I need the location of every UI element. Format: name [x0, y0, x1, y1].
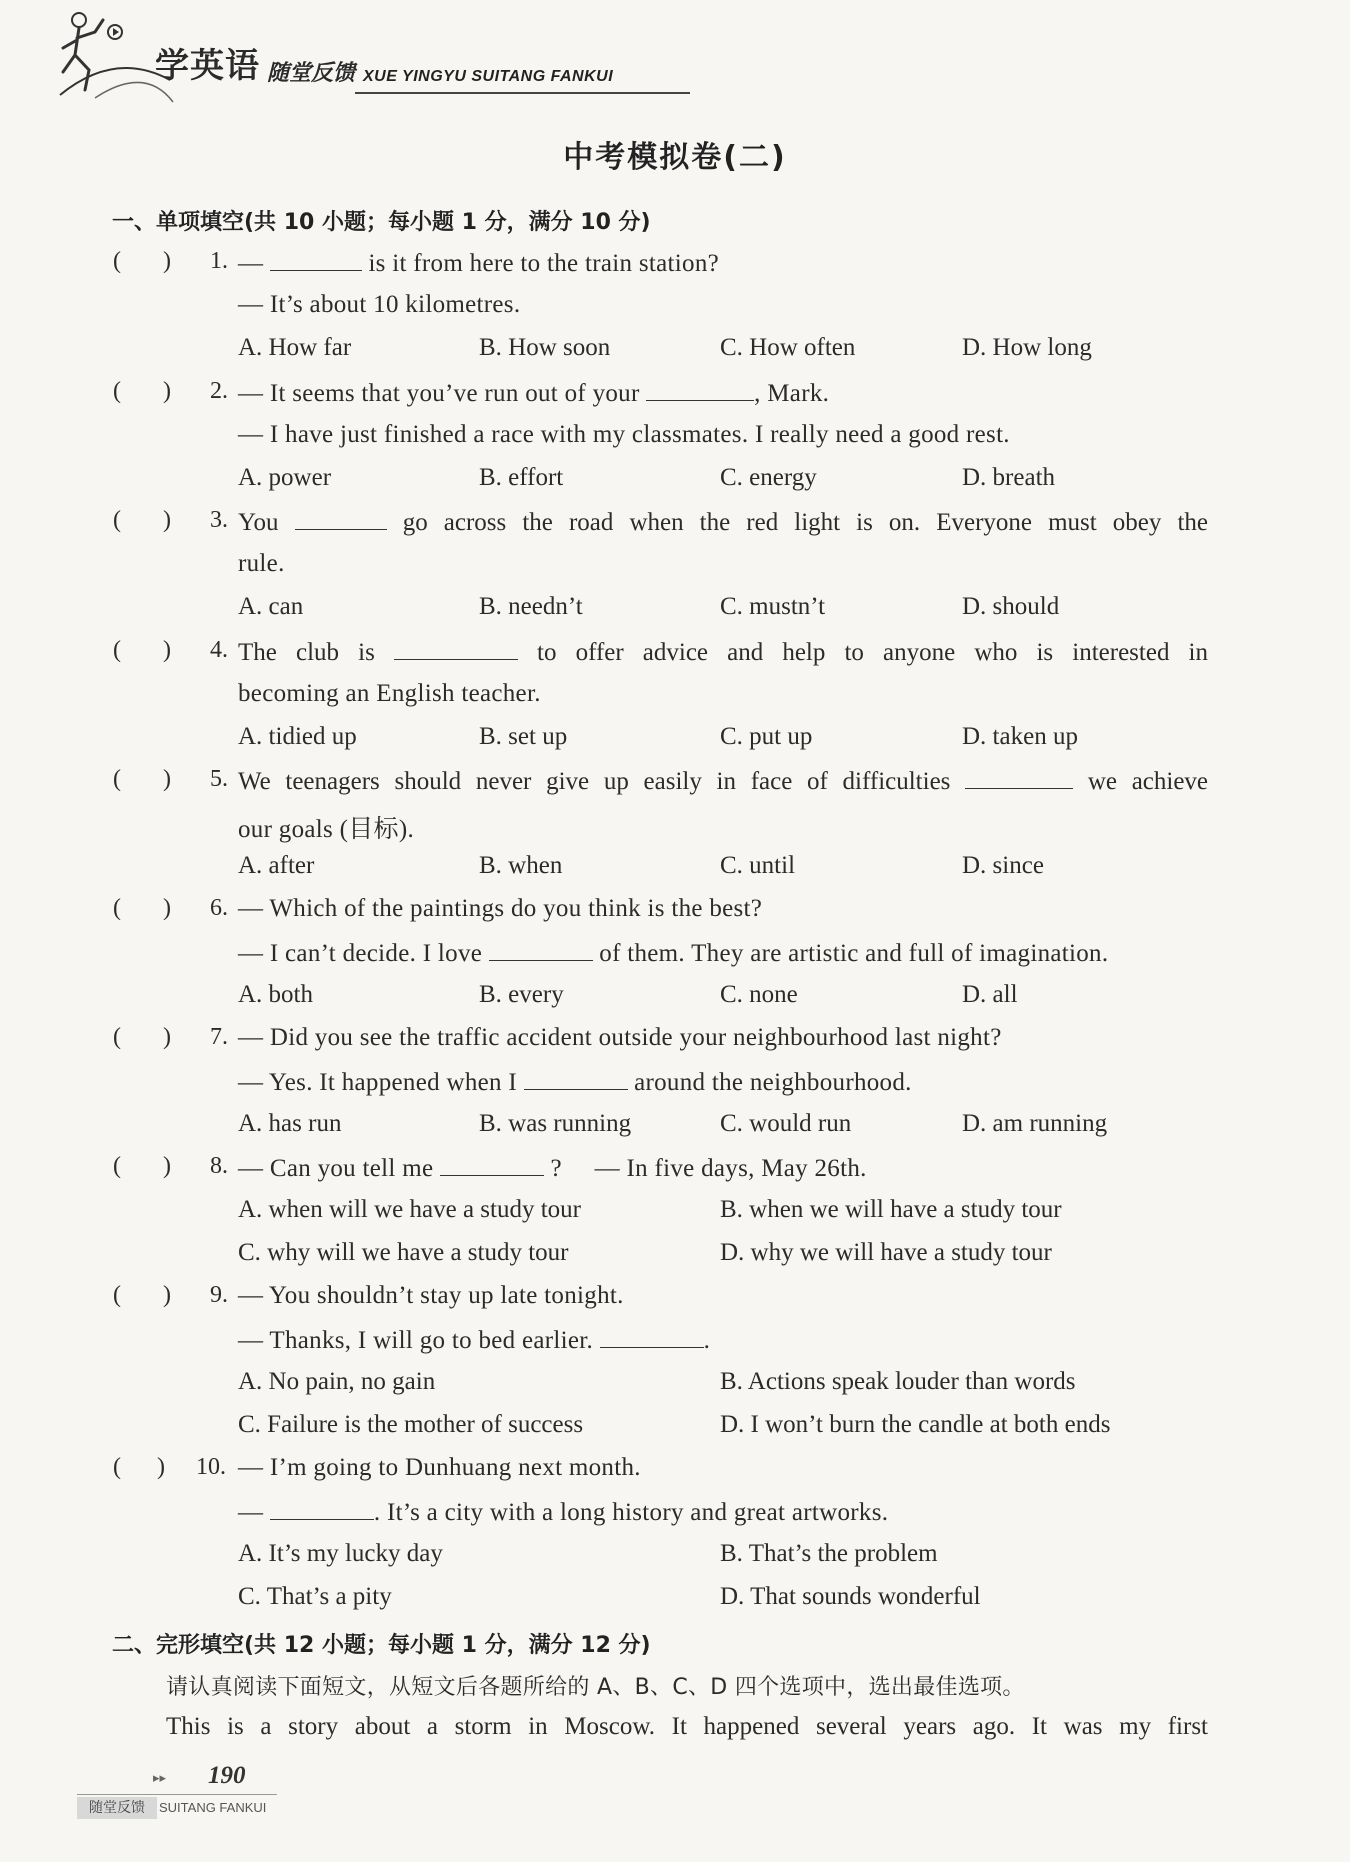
answer-blank[interactable]	[646, 378, 754, 401]
option-d: D. I won’t burn the candle at both ends	[720, 1411, 1111, 1438]
question-continuation: our goals (目标).	[238, 816, 414, 843]
option-a: A. power	[238, 464, 332, 491]
question-reply: — It’s about 10 kilometres.	[238, 291, 521, 318]
option-a: A. both	[238, 981, 313, 1008]
question-reply: — Thanks, I will go to bed earlier. .	[238, 1327, 711, 1354]
question-stem: — is it from here to the train station?	[238, 250, 720, 277]
option-d: D. am running	[962, 1110, 1108, 1137]
answer-paren[interactable]: ( )	[113, 1454, 165, 1480]
answer-blank[interactable]	[440, 1153, 544, 1176]
option-c: C. How often	[720, 334, 856, 361]
question-stem: — Which of the paintings do you think is the best?	[238, 895, 763, 922]
answer-paren[interactable]: ( )	[113, 507, 171, 533]
question-number: 10.	[196, 1454, 226, 1480]
option-c: C. why will we have a study tour	[238, 1239, 569, 1266]
answer-paren[interactable]: ( )	[113, 1153, 171, 1179]
question-number: 4.	[210, 637, 228, 663]
question-stem: We teenagers should never give up easily in face of difficulties we achieve	[238, 768, 1209, 795]
question-stem: — You shouldn’t stay up late tonight.	[238, 1282, 624, 1309]
section-instruction: 请认真阅读下面短文，从短文后各题所给的 A、B、C、D 四个选项中，选出最佳选项。	[166, 1675, 1025, 1700]
answer-blank[interactable]	[270, 1497, 374, 1520]
answer-paren[interactable]: ( )	[113, 895, 171, 921]
question-stem: You go across the road when the red light is on. Everyone must obey the	[238, 509, 1209, 536]
question-number: 6.	[210, 895, 228, 921]
passage-text: This is a story about a storm in Moscow. It happened several years ago. It was my first	[166, 1713, 1208, 1740]
question-reply: — . It’s a city with a long history and great artworks.	[238, 1499, 889, 1526]
answer-blank[interactable]	[295, 507, 387, 530]
question-stem: — Did you see the traffic accident outside your neighbourhood last night?	[238, 1024, 1002, 1051]
option-d: D. How long	[962, 334, 1092, 361]
option-d: D. since	[962, 852, 1044, 879]
question-reply: — Yes. It happened when I around the neighbourhood.	[238, 1069, 912, 1096]
option-b: B. when we will have a study tour	[720, 1196, 1062, 1223]
section-heading: 二、完形填空(共 12 小题；每小题 1 分，满分 12 分)	[112, 1633, 651, 1658]
option-c: C. That’s a pity	[238, 1583, 392, 1610]
option-b: B. when	[479, 852, 563, 879]
option-a: A. tidied up	[238, 723, 357, 750]
question-stem: — I’m going to Dunhuang next month.	[238, 1454, 641, 1481]
option-d: D. taken up	[962, 723, 1078, 750]
answer-paren[interactable]: ( )	[113, 766, 171, 792]
option-a: A. when will we have a study tour	[238, 1196, 581, 1223]
question-number: 2.	[210, 378, 228, 404]
answer-blank[interactable]	[600, 1325, 704, 1348]
question-number: 8.	[210, 1153, 228, 1179]
footer-label-english: SUITANG FANKUI	[159, 1800, 267, 1815]
option-b: B. That’s the problem	[720, 1540, 938, 1567]
option-c: C. mustn’t	[720, 593, 826, 620]
option-d: D. all	[962, 981, 1018, 1008]
option-c: C. would run	[720, 1110, 852, 1137]
option-b: B. How soon	[479, 334, 611, 361]
answer-blank[interactable]	[270, 248, 362, 271]
option-c: C. energy	[720, 464, 817, 491]
option-d: D. That sounds wonderful	[720, 1583, 981, 1610]
page-arrow-icon: ▸▸	[153, 1771, 167, 1786]
footer-label: 随堂反馈	[77, 1797, 157, 1819]
option-d: D. why we will have a study tour	[720, 1239, 1052, 1266]
section-heading: 一、单项填空(共 10 小题；每小题 1 分，满分 10 分)	[112, 210, 651, 235]
answer-paren[interactable]: ( )	[113, 378, 171, 404]
option-a: A. has run	[238, 1110, 342, 1137]
question-reply: — I have just finished a race with my classmates. I really need a good rest.	[238, 421, 1010, 448]
page-number: 190	[208, 1762, 246, 1789]
option-d: D. breath	[962, 464, 1056, 491]
option-a: A. It’s my lucky day	[238, 1540, 443, 1567]
answer-blank[interactable]	[524, 1067, 628, 1090]
option-a: A. How far	[238, 334, 352, 361]
question-number: 3.	[210, 507, 228, 533]
question-number: 9.	[210, 1282, 228, 1308]
option-c: C. none	[720, 981, 798, 1008]
question-number: 1.	[210, 248, 228, 274]
question-continuation: rule.	[238, 550, 285, 577]
option-a: A. No pain, no gain	[238, 1368, 436, 1395]
answer-paren[interactable]: ( )	[113, 248, 171, 274]
option-b: B. set up	[479, 723, 568, 750]
option-a: A. after	[238, 852, 315, 879]
option-c: C. put up	[720, 723, 813, 750]
option-d: D. should	[962, 593, 1060, 620]
option-c: C. Failure is the mother of success	[238, 1411, 584, 1438]
question-continuation: becoming an English teacher.	[238, 680, 541, 707]
question-number: 5.	[210, 766, 228, 792]
option-b: B. needn’t	[479, 593, 583, 620]
brand-title: 学英语	[155, 46, 260, 86]
option-b: B. was running	[479, 1110, 632, 1137]
question-reply: — I can’t decide. I love of them. They are artistic and full of imagination.	[238, 940, 1109, 967]
option-c: C. until	[720, 852, 796, 879]
brand-subtitle: 随堂反馈	[267, 61, 356, 86]
page-title: 中考模拟卷(二)	[563, 140, 787, 175]
question-stem: The club is to offer advice and help to anyone who is interested in	[238, 639, 1208, 666]
option-b: B. every	[479, 981, 564, 1008]
page-header	[55, 10, 655, 105]
option-b: B. Actions speak louder than words	[720, 1368, 1076, 1395]
question-stem: — Can you tell me ? — In five days, May 26th.	[238, 1155, 867, 1182]
answer-paren[interactable]: ( )	[113, 1282, 171, 1308]
answer-paren[interactable]: ( )	[113, 637, 171, 663]
answer-blank[interactable]	[965, 766, 1073, 789]
answer-blank[interactable]	[489, 938, 593, 961]
option-a: A. can	[238, 593, 304, 620]
header-divider	[355, 92, 690, 94]
question-number: 7.	[210, 1024, 228, 1050]
answer-blank[interactable]	[394, 637, 518, 660]
question-stem: — It seems that you’ve run out of your , Mark.	[238, 380, 830, 407]
brand-english: XUE YINGYU SUITANG FANKUI	[363, 68, 614, 85]
footer-divider	[77, 1794, 277, 1795]
option-b: B. effort	[479, 464, 564, 491]
answer-paren[interactable]: ( )	[113, 1024, 171, 1050]
